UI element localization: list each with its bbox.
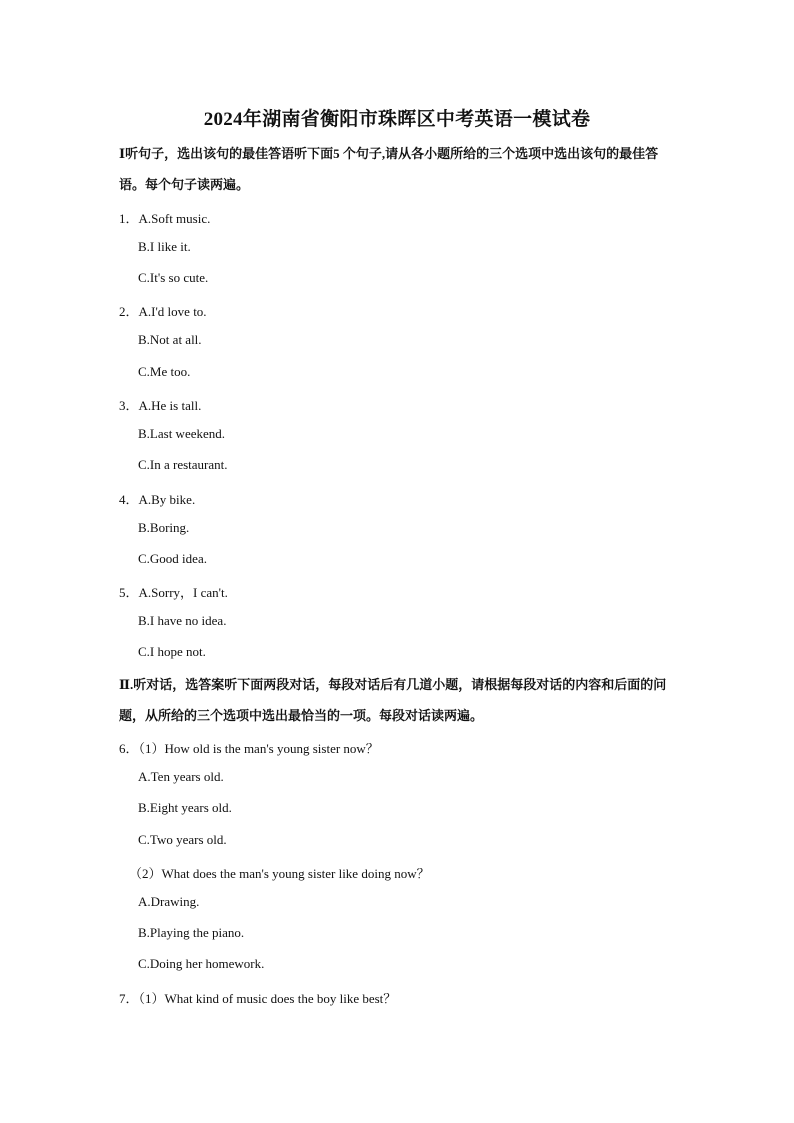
question-4-option-c: C.Good idea. [138,551,207,566]
question-6-part-2-option-b: B.Playing the piano. [138,925,245,940]
question-4-option-b: B.Boring. [138,520,190,535]
page-title: 2024年湖南省衡阳市珠晖区中考英语一模试卷 [203,109,591,130]
question-2-option-b: B.Not at all. [138,332,202,347]
question-6-part-2-option-c: C.Doing her homework. [138,956,265,971]
question-1-option-a: 1．A.Soft music. [119,211,211,226]
question-7-part-1-stem: 7．（1）What kind of music does the boy like best？ [119,991,397,1006]
section-1-instruction: Ⅰ听句子，选出该句的最佳答语听下面5 个句子,请从各小题所给的三个选项中选出该句的最佳答语。每个句子读两遍。 [119,146,659,192]
question-5-option-b: B.I have no idea. [138,613,227,628]
question-3-option-a: 3．A.He is tall. [119,398,202,413]
question-6-part-1-option-c: C.Two years old. [138,832,227,847]
section-2-instruction: Ⅱ.听对话，选答案听下面两段对话，每段对话后有几道小题，请根据每段对话的内容和后面的问题，从所给的三个选项中选出最恰当的一项。每段对话读两遍。 [119,677,667,723]
question-2-option-c: C.Me too. [138,364,191,379]
question-6-part-2-stem: （2）What does the man's young sister like doing now？ [129,866,430,881]
question-1-option-b: B.I like it. [138,239,191,254]
question-3-option-b: B.Last weekend. [138,426,226,441]
question-5-option-c: C.I hope not. [138,644,206,659]
question-6-part-1-option-b: B.Eight years old. [138,800,232,815]
question-5-option-a: 5．A.Sorry，I can't. [119,585,228,600]
question-3-option-c: C.In a restaurant. [138,457,228,472]
question-2-option-a: 2．A.I'd love to. [119,304,207,319]
question-1-option-c: C.It's so cute. [138,270,209,285]
question-6-part-1-option-a: A.Ten years old. [138,769,224,784]
question-6-part-2-option-a: A.Drawing. [138,894,200,909]
question-4-option-a: 4．A.By bike. [119,492,196,507]
question-6-part-1-stem: 6．（1）How old is the man's young sister now？ [119,741,379,756]
